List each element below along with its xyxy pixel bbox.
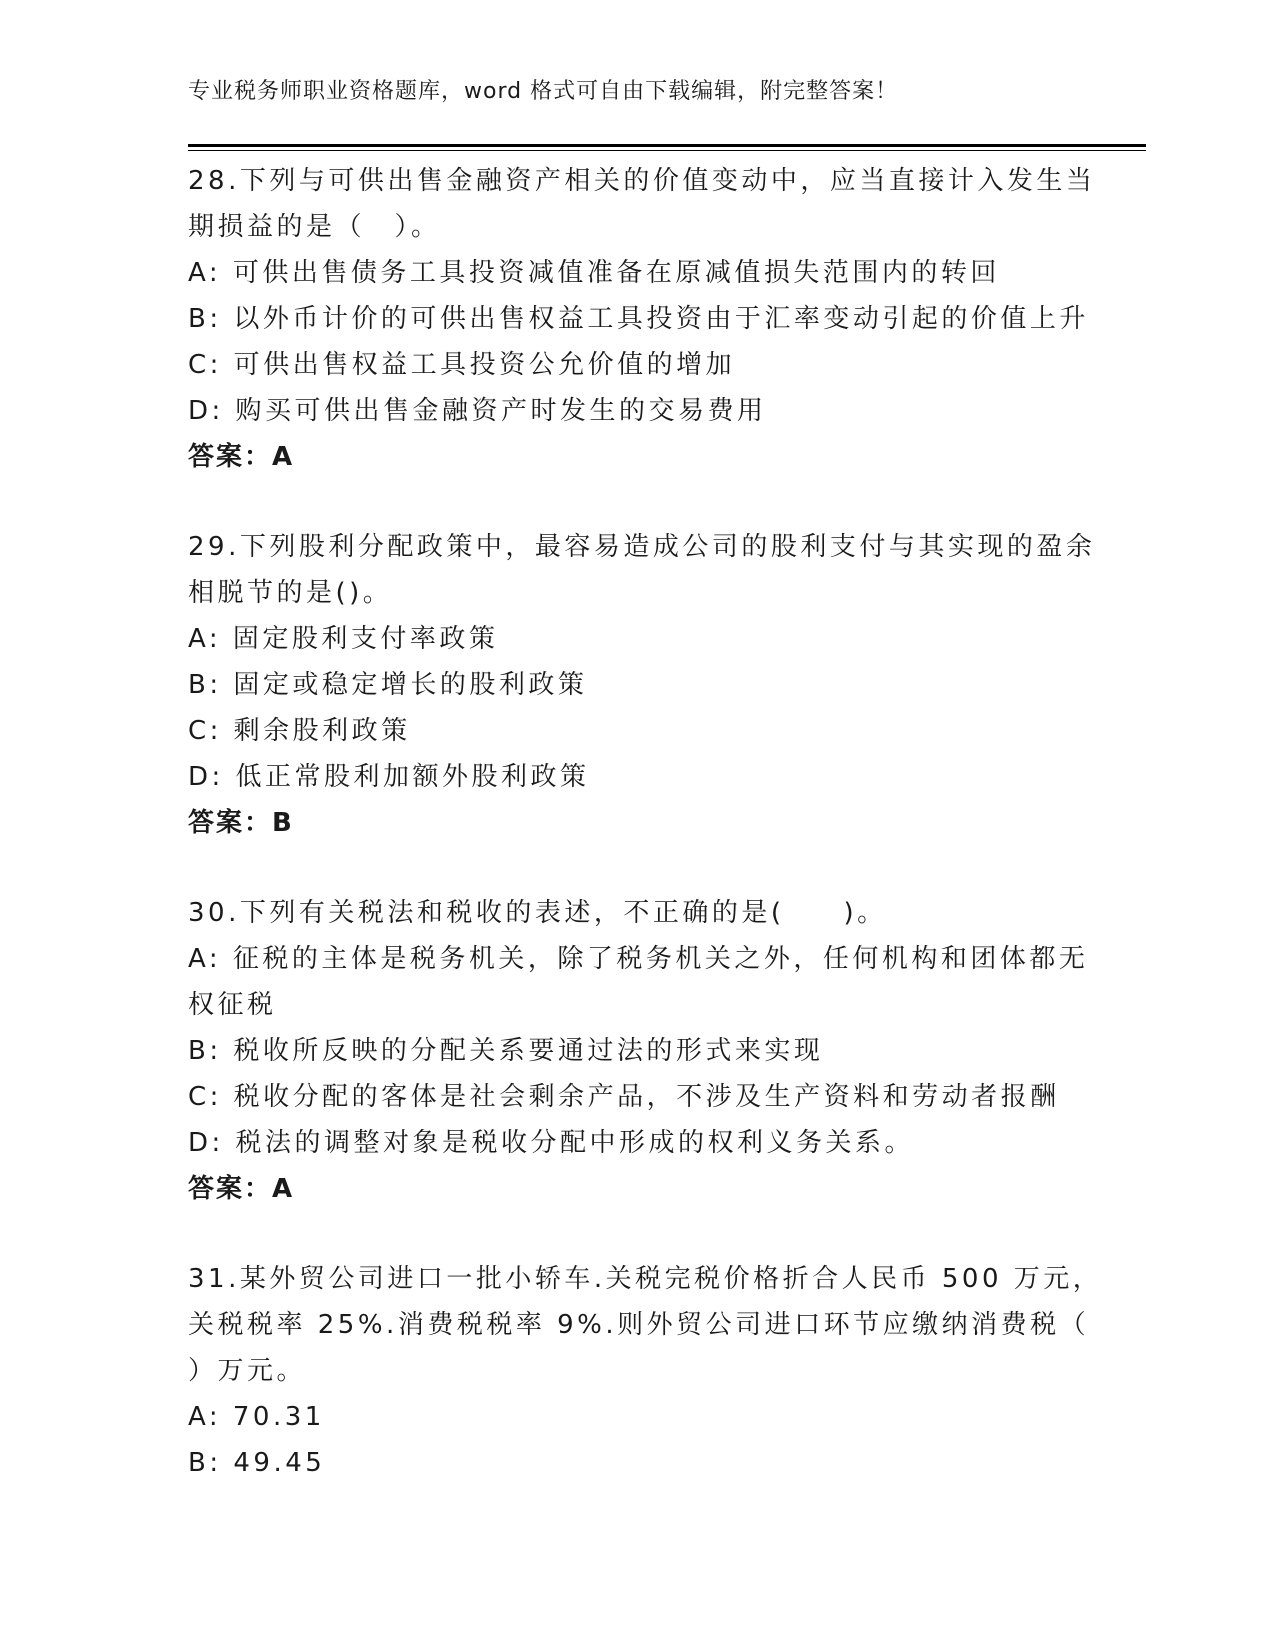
option-c: C: 税收分配的客体是社会剩余产品，不涉及生产资料和劳动者报酬 xyxy=(188,1082,1060,1112)
option-a: A: 征税的主体是税务机关，除了税务机关之外，任何机构和团体都无 xyxy=(188,944,1089,974)
option-c: C: 剩余股利政策 xyxy=(188,716,411,746)
option-c: C: 可供出售权益工具投资公允价值的增加 xyxy=(188,350,736,380)
question-stem: 29.下列股利分配政策中，最容易造成公司的股利支付与其实现的盈余 xyxy=(188,532,1096,562)
option-b: B: 固定或稳定增长的股利政策 xyxy=(188,670,588,700)
option-d: D: 低正常股利加额外股利政策 xyxy=(188,762,590,792)
question-30 xyxy=(188,890,1088,1212)
spacer xyxy=(188,480,1088,524)
answer: 答案：A xyxy=(188,1174,295,1204)
question-stem: 期损益的是（ ）。 xyxy=(188,212,441,242)
question-28 xyxy=(188,158,1096,480)
question-29 xyxy=(188,524,1096,846)
question-stem: 相脱节的是()。 xyxy=(188,578,393,608)
option-d: D: 税法的调整对象是税收分配中形成的权利义务关系。 xyxy=(188,1128,915,1158)
option-b: B: 以外币计价的可供出售权益工具投资由于汇率变动引起的价值上升 xyxy=(188,304,1089,334)
question-31 xyxy=(188,1256,1103,1486)
option-d: D: 购买可供出售金融资产时发生的交易费用 xyxy=(188,396,767,426)
option-a: A: 可供出售债务工具投资减值准备在原减值损失范围内的转回 xyxy=(188,258,1000,288)
option-b: B: 49.45 xyxy=(188,1448,326,1478)
spacer xyxy=(188,846,1088,890)
answer: 答案：A xyxy=(188,442,295,472)
answer: 答案：B xyxy=(188,808,294,838)
page-header: 专业税务师职业资格题库，word 格式可自由下载编辑，附完整答案！ xyxy=(188,79,899,104)
question-stem: 关税税率 25%.消费税税率 9%.则外贸公司进口环节应缴纳消费税（ xyxy=(188,1310,1090,1340)
question-stem: ）万元。 xyxy=(188,1356,307,1386)
header-rule-thin xyxy=(188,150,1146,151)
header-rule-thick xyxy=(188,144,1146,147)
option-a-continued: 权征税 xyxy=(188,990,277,1020)
option-b: B: 税收所反映的分配关系要通过法的形式来实现 xyxy=(188,1036,824,1066)
question-stem: 31.某外贸公司进口一批小轿车.关税完税价格折合人民币 500 万元， xyxy=(188,1264,1103,1294)
question-stem: 30.下列有关税法和税收的表述，不正确的是( )。 xyxy=(188,898,887,928)
option-a: A: 70.31 xyxy=(188,1402,325,1432)
question-stem: 28.下列与可供出售金融资产相关的价值变动中，应当直接计入发生当 xyxy=(188,166,1096,196)
option-a: A: 固定股利支付率政策 xyxy=(188,624,499,654)
spacer xyxy=(188,1212,1088,1256)
question-list xyxy=(188,158,1103,1486)
